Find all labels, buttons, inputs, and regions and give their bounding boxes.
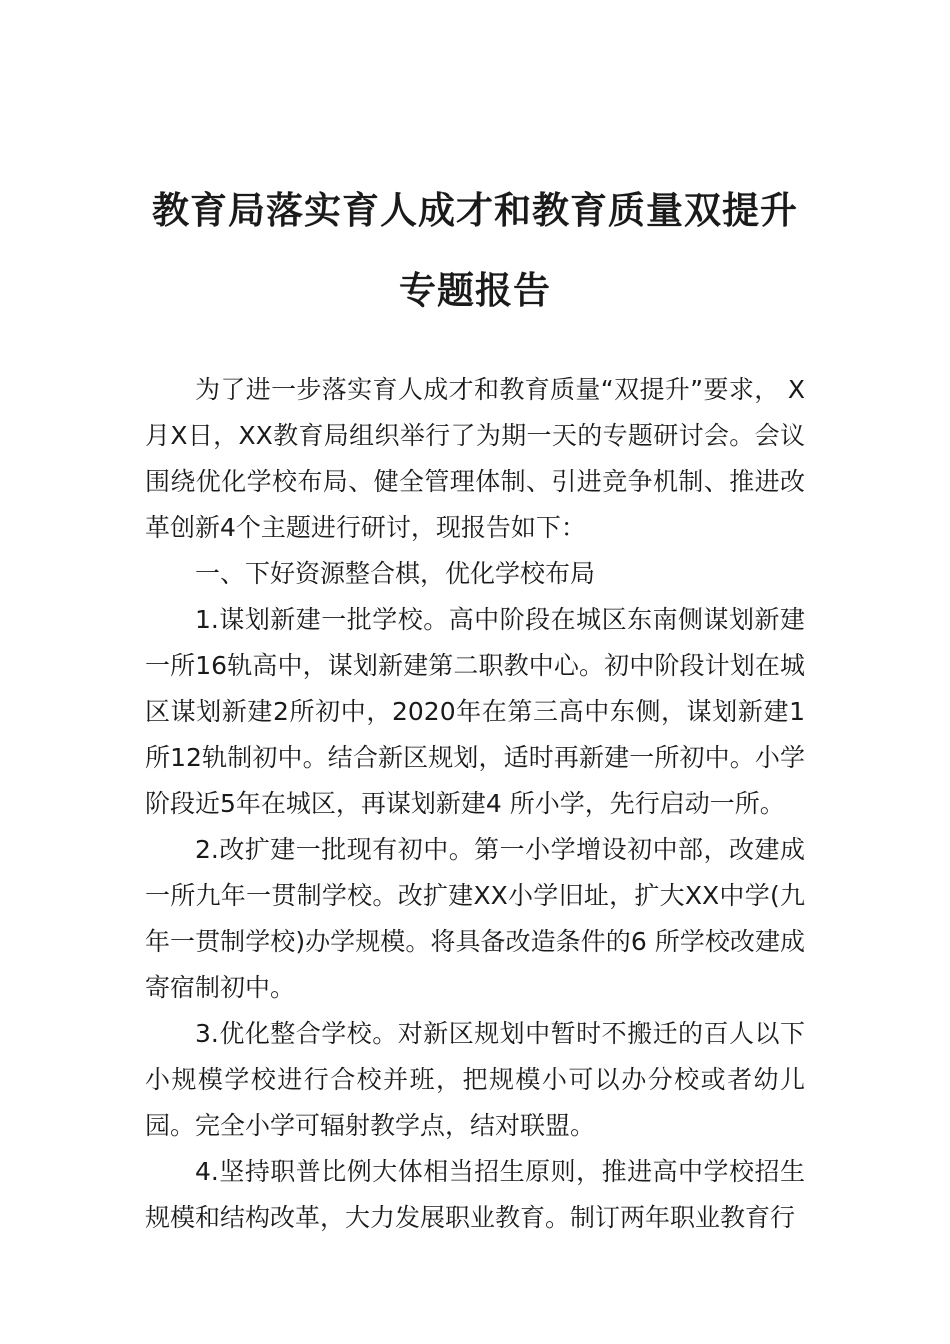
paragraph-item-4: 4.坚持职普比例大体相当招生原则，推进高中学校招生规模和结构改革，大力发展职业教育。制订两年职业教育行: [145, 1157, 805, 1232]
section-heading-1: 一、下好资源整合棋，优化学校布局: [195, 559, 596, 588]
paragraph-item-3: 3.优化整合学校。对新区规划中暂时不搬迁的百人以下小规模学校进行合校并班，把规模小可以办分校或者幼儿园。完全小学可辐射教学点，结对联盟。: [145, 1019, 805, 1140]
paragraph-intro: 为了进一步落实育人成才和教育质量“双提升”要求， X月X日，XX教育局组织举行了为期一天的专题研讨会。会议围绕优化学校布局、健全管理体制、引进竞争机制、推进改革创新4个主题进行研讨，现报告如下：: [145, 375, 805, 542]
paragraph-item-1: 1.谋划新建一批学校。高中阶段在城区东南侧谋划新建一所16轨高中，谋划新建第二职教中心。初中阶段计划在城区谋划新建2所初中，2020年在第三高中东侧，谋划新建1所12轨制初中。结合新区规划，适时再新建一所初中。小学阶段近5年在城区，再谋划新建4 所小学，先行启动一所。: [145, 605, 805, 818]
document-title: 教育局落实育人成才和教育质量双提升专题报告: [152, 188, 798, 312]
document-body: [145, 367, 805, 1241]
paragraph-item-2: 2.改扩建一批现有初中。第一小学增设初中部，改建成一所九年一贯制学校。改扩建XX小学旧址，扩大XX中学(九年一贯制学校)办学规模。将具备改造条件的6 所学校改建成寄宿制初中。: [145, 835, 805, 1002]
